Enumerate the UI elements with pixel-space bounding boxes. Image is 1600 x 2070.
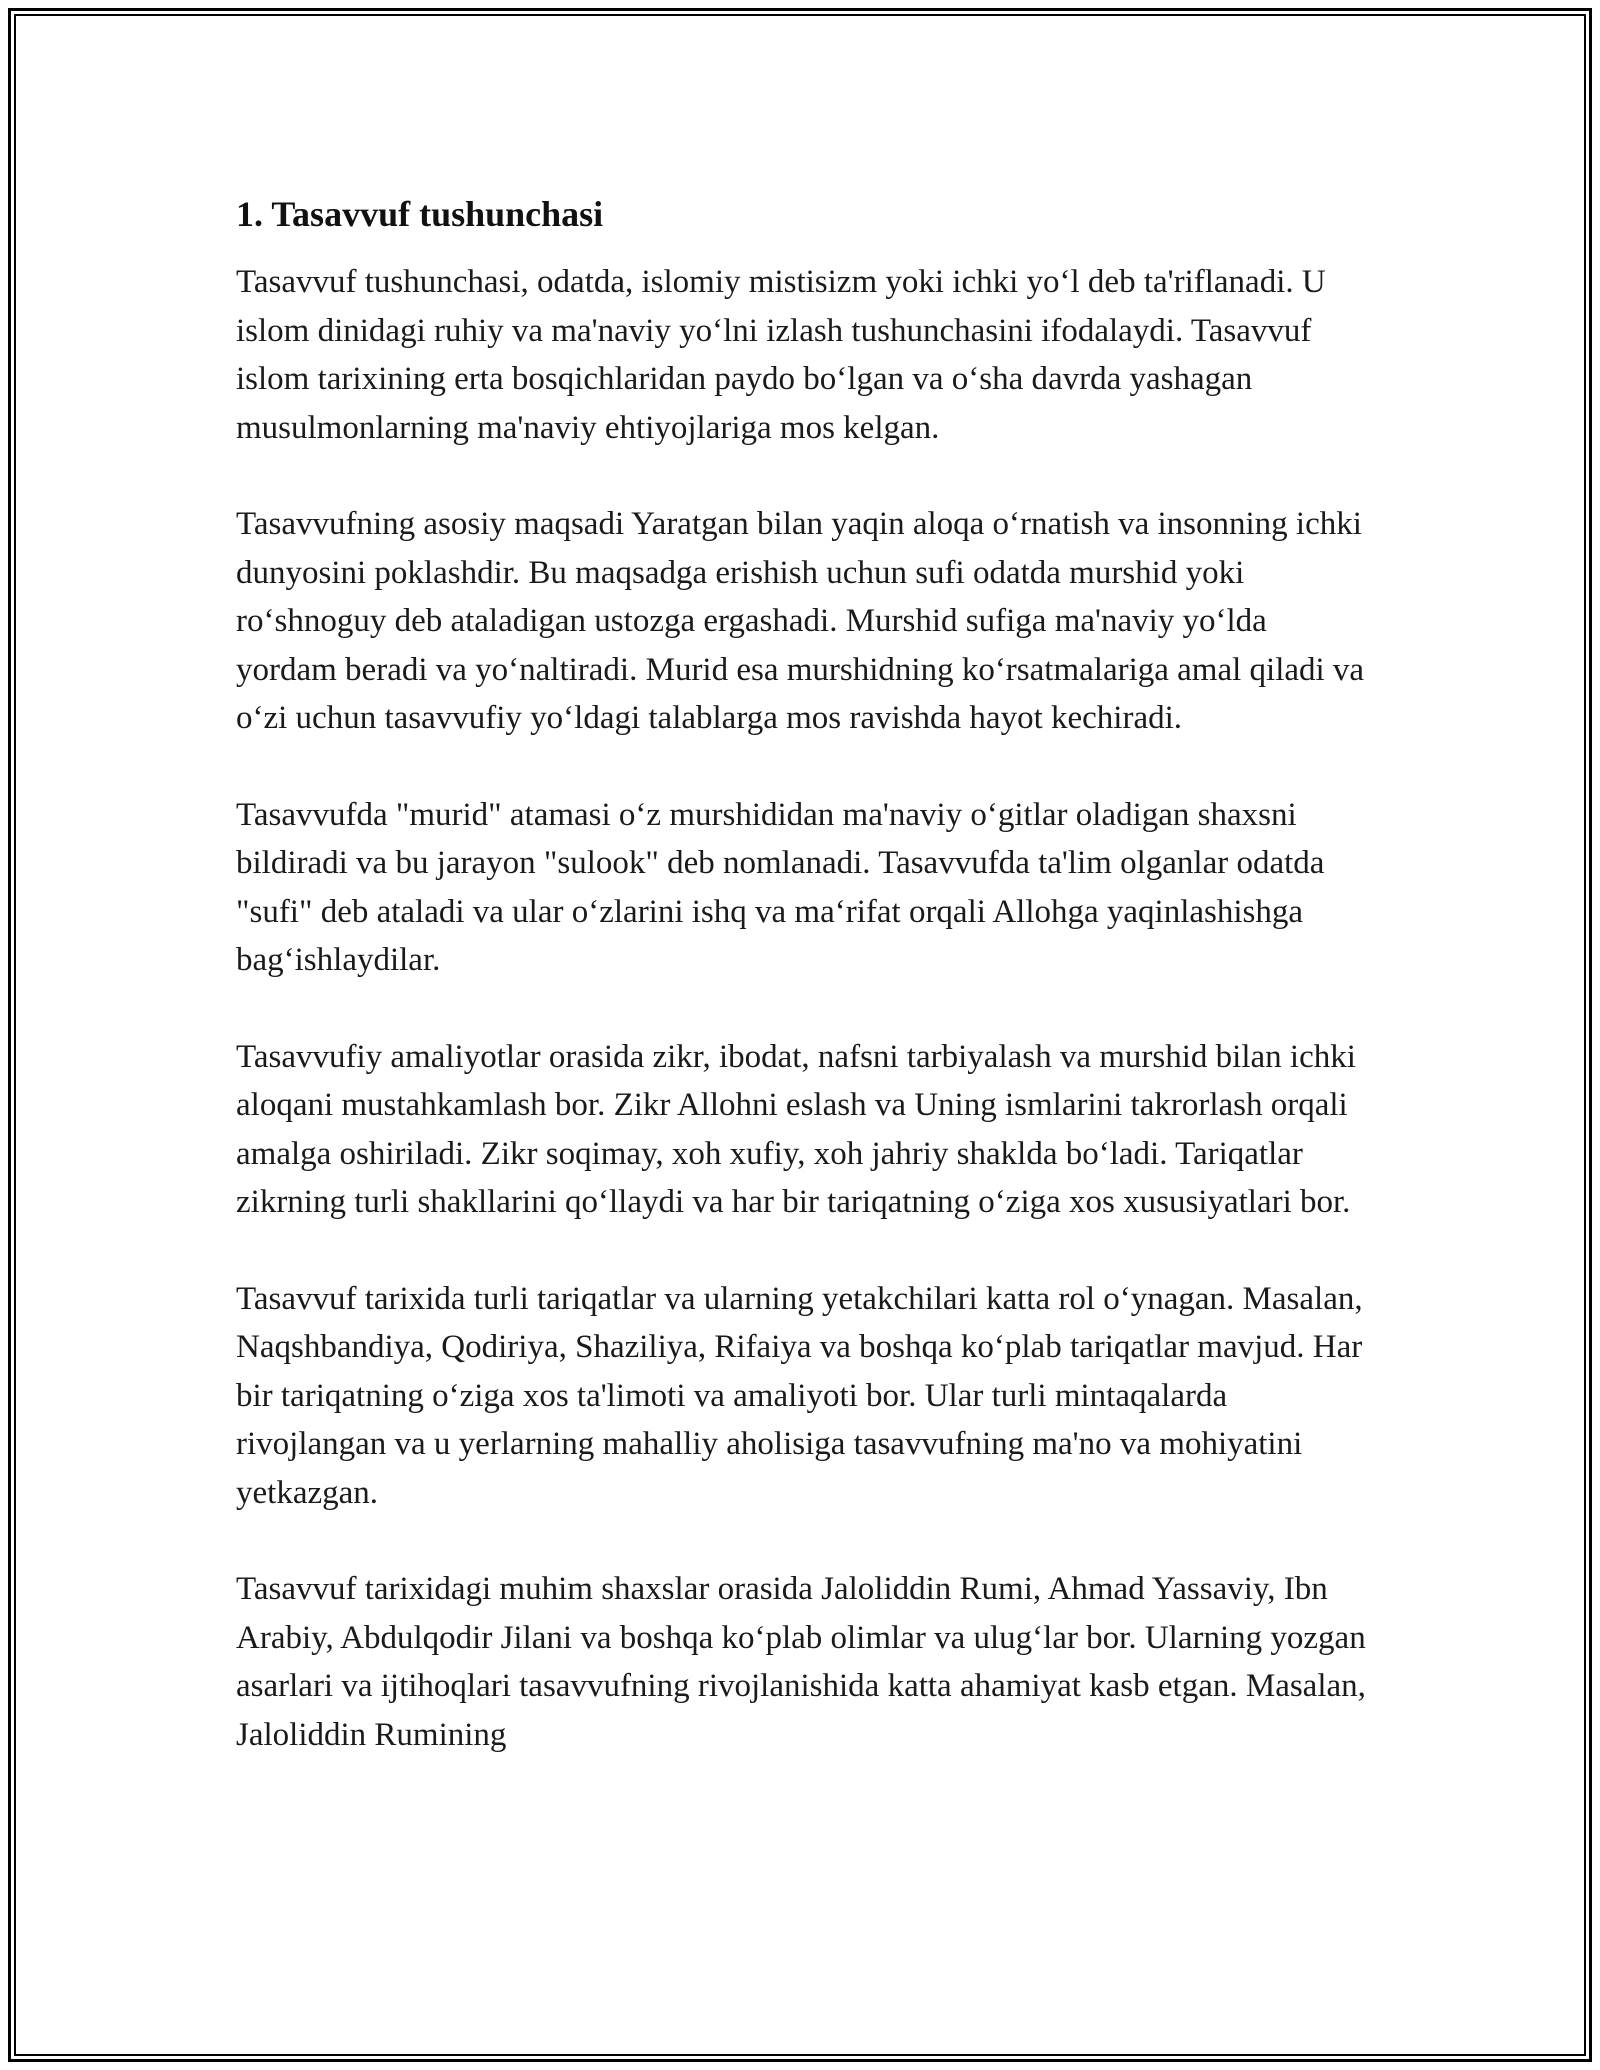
document-body [236,190,1366,1807]
paragraph-tariqats: Tasavvuf tarixida turli tariqatlar va ularning yetakchilari katta rol o‘ynagan. Masalan, Naqshbandiya, Qodiriya, Shaziliya, Rifaiya va boshqa ko‘plab tariqatlar mavjud. Har bir tariqatning o‘ziga xos ta'limoti va amaliyoti bor. Ular turli mintaqalarda rivojlangan va u yerlarning mahalliy aholisiga tasavvufning ma'no va mohiyatini yetkazgan. [236,1280,1363,1511]
paragraph-murid-term: Tasavvufda "murid" atamasi o‘z murshididan ma'naviy o‘gitlar oladigan shaxsni bildiradi va bu jarayon "sulook" deb nomlanadi. Tasavvufda ta'lim olganlar odatda "sufi" deb ataladi va ular o‘zlarini ishq va ma‘rifat orqali Allohga yaqinlashishga bag‘ishlaydilar. [236,796,1325,978]
paragraph-key-figures: Tasavvuf tarixidagi muhim shaxslar orasida Jaloliddin Rumi, Ahmad Yassaviy, Ibn Arabiy, Abdulqodir Jilani va boshqa ko‘plab olimlar va ulug‘lar bor. Ularning yozgan asarlari va ijtihoqlari tasavvufning rivojlanishida katta ahamiyat kasb etgan. Masalan, Jaloliddin Rumining [236,1571,1366,1753]
paragraph-definition: Tasavvuf tushunchasi, odatda, islomiy mistisizm yoki ichki yo‘l deb ta'riflanadi. U islom dinidagi ruhiy va ma'naviy yo‘lni izlash tushunchasini ifodalaydi. Tasavvuf islom tarixining erta bosqichlaridan paydo bo‘lgan va o‘sha davrda yashagan musulmonlarning ma'naviy ehtiyojlariga mos kelgan. [236,264,1326,446]
section-heading: 1. Tasavvuf tushunchasi [236,194,604,234]
paragraph-main-goal: Tasavvufning asosiy maqsadi Yaratgan bilan yaqin aloqa o‘rnatish va insonning ichki dunyosini poklashdir. Bu maqsadga erishish uchun sufi odatda murshid yoki ro‘shnoguy deb ataladigan ustozga ergashadi. Murshid sufiga ma'naviy yo‘lda yordam beradi va yo‘naltiradi. Murid esa murshidning ko‘rsatmalariga amal qiladi va o‘zi uchun tasavvufiy yo‘ldagi talablarga mos ravishda hayot kechiradi. [236,506,1365,736]
paragraph-practices: Tasavvufiy amaliyotlar orasida zikr, ibodat, nafsni tarbiyalash va murshid bilan ichki aloqani mustahkamlash bor. Zikr Allohni eslash va Uning ismlarini takrorlash orqali amalga oshiriladi. Zikr soqimay, xoh xufiy, xoh jahriy shaklda bo‘ladi. Tariqatlar zikrning turli shakllarini qo‘llaydi va har bir tariqatning o‘ziga xos xususiyatlari bor. [236,1038,1356,1220]
